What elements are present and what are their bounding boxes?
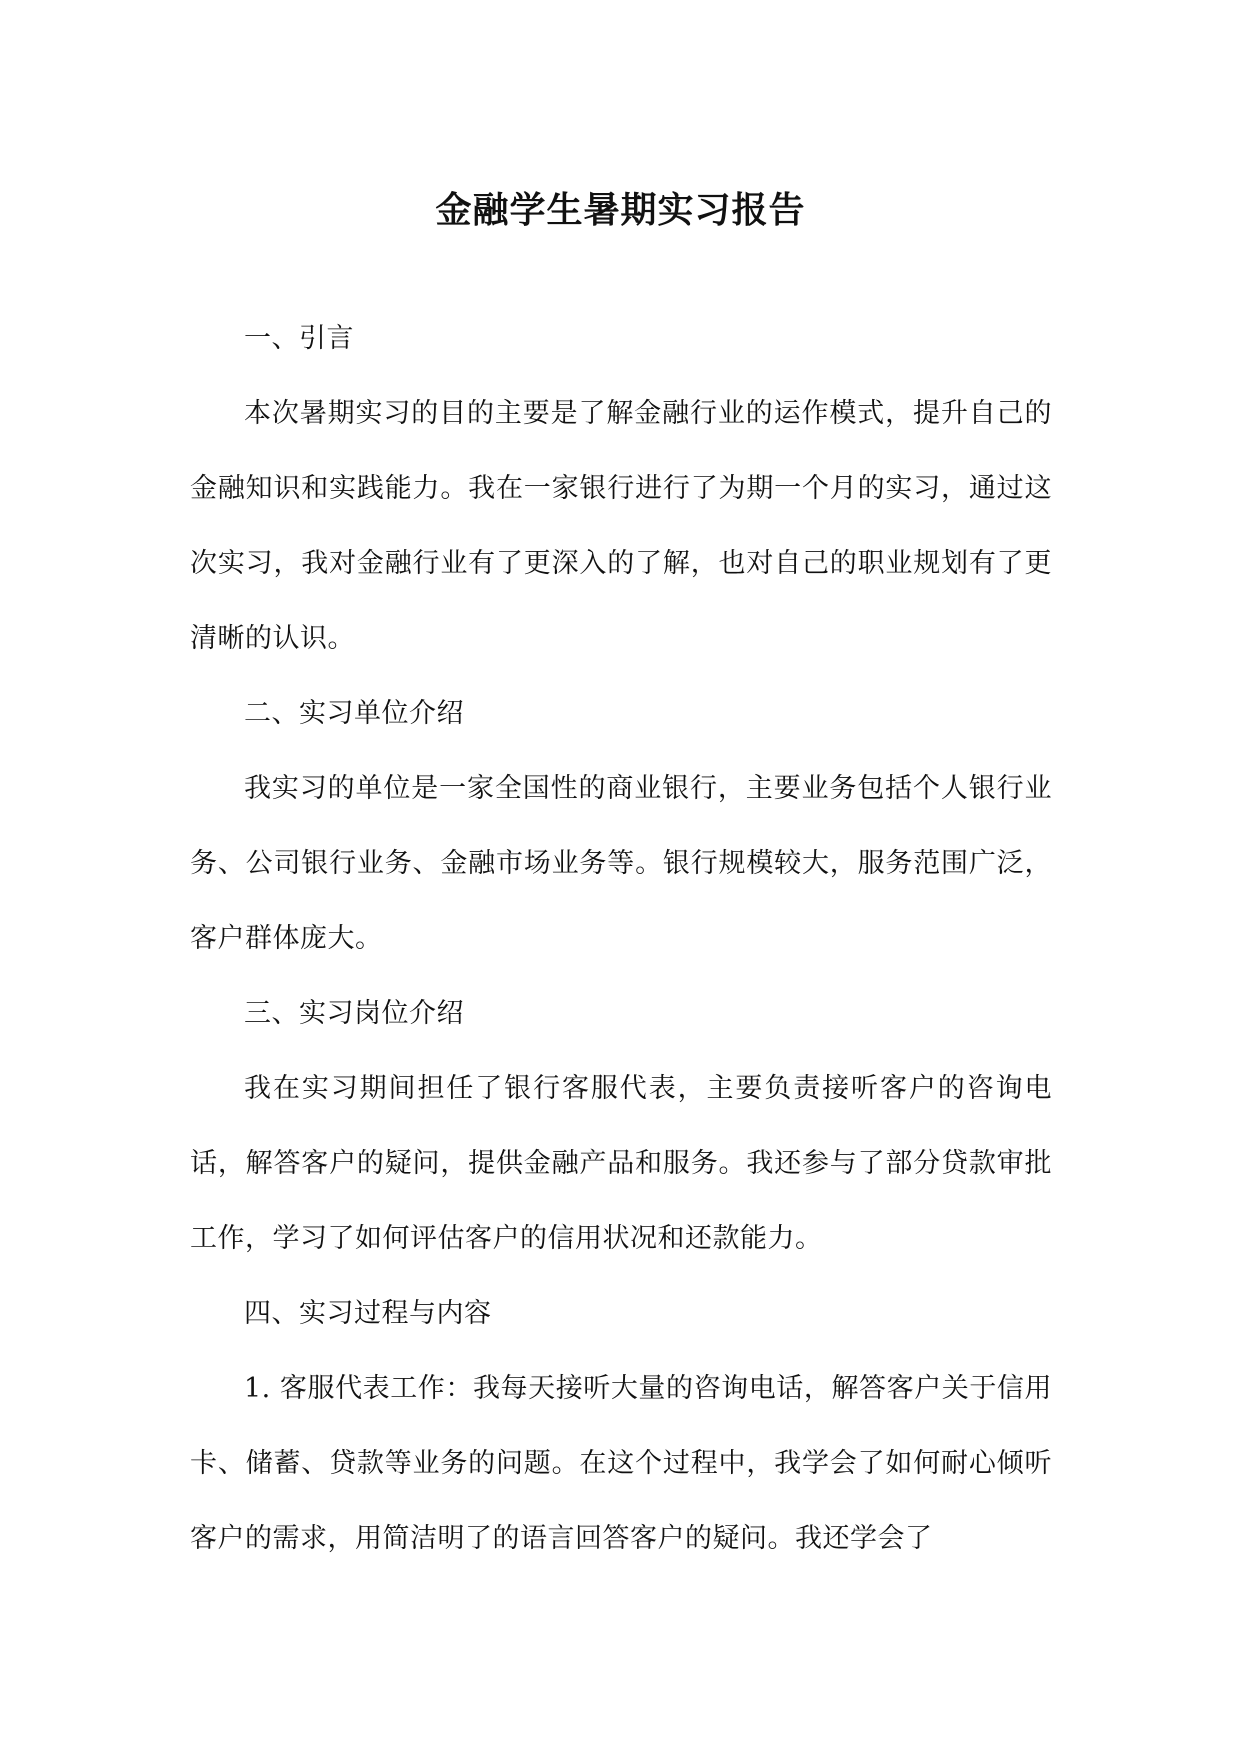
section-heading-introduction: 一、引言: [244, 323, 354, 354]
section-heading-internship-unit: 二、实习单位介绍: [244, 698, 464, 729]
section-paragraph: 本次暑期实习的目的主要是了解金融行业的运作模式，提升自己的金融知识和实践能力。我在一家银行进行了为期一个月的实习，通过这次实习，我对金融行业有了更深入的了解，也对自己的职业规划有了更清晰的认识。: [190, 398, 1052, 654]
document-title: 金融学生暑期实习报告: [435, 189, 806, 231]
section-paragraph: 我实习的单位是一家全国性的商业银行，主要业务包括个人银行业务、公司银行业务、金融市场业务等。银行规模较大，服务范围广泛，客户群体庞大。: [190, 773, 1052, 954]
section-heading-internship-process: 四、实习过程与内容: [244, 1298, 492, 1329]
document-body: [190, 301, 1052, 1576]
section-paragraph: 我在实习期间担任了银行客服代表，主要负责接听客户的咨询电话，解答客户的疑问，提供金融产品和服务。我还参与了部分贷款审批工作，学习了如何评估客户的信用状况和还款能力。: [190, 1073, 1052, 1254]
section-paragraph: 1. 客服代表工作：我每天接听大量的咨询电话，解答客户关于信用卡、储蓄、贷款等业务的问题。在这个过程中，我学会了如何耐心倾听客户的需求，用简洁明了的语言回答客户的疑问。我还学会了: [190, 1373, 1052, 1554]
section-heading-internship-position: 三、实习岗位介绍: [244, 998, 464, 1029]
